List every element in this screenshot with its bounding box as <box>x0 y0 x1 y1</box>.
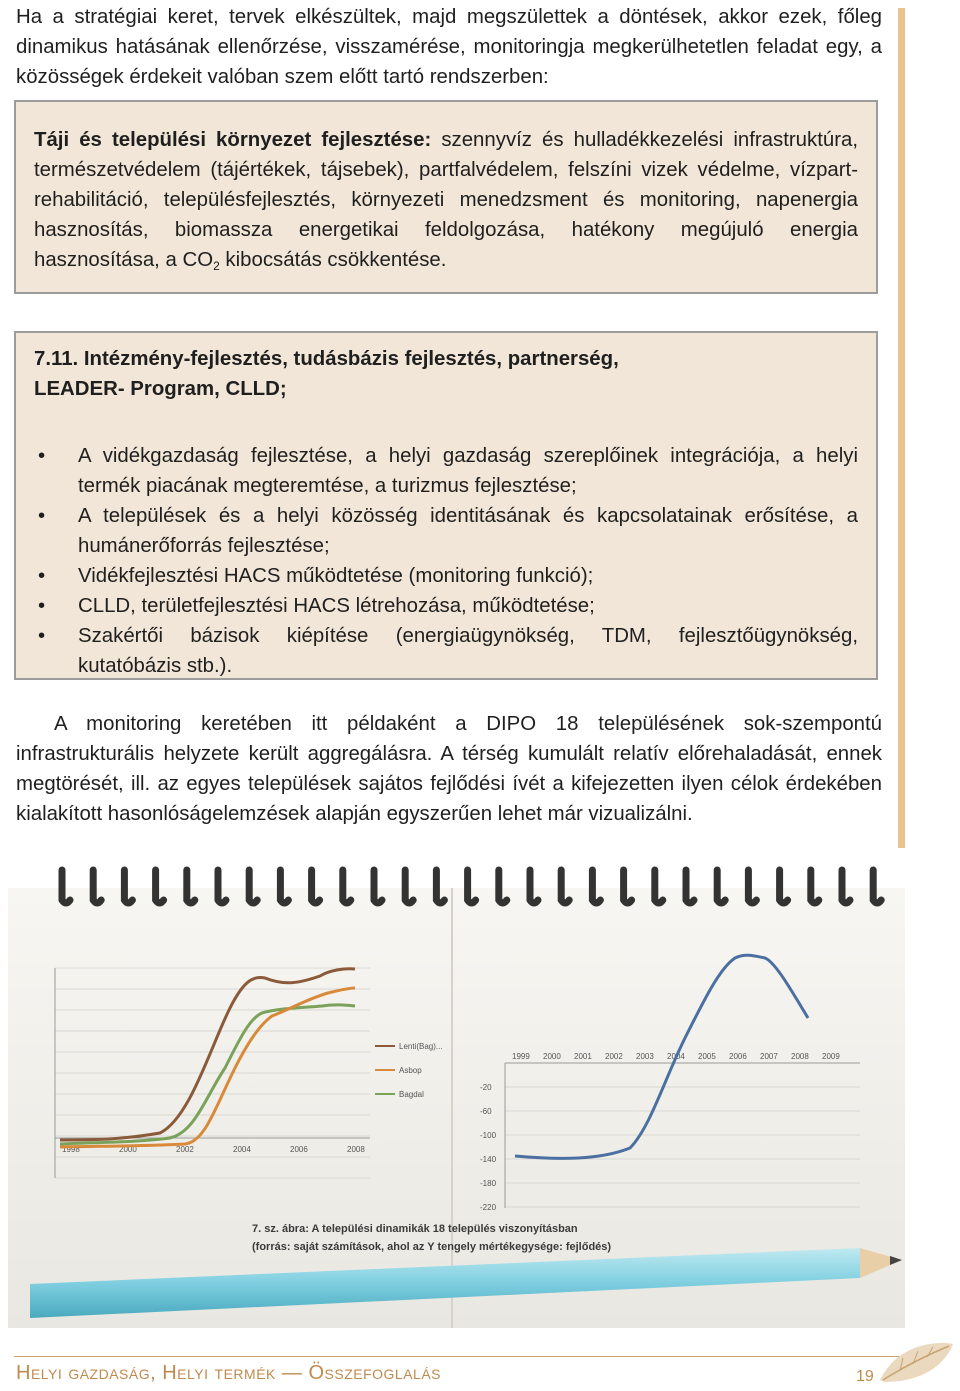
environment-tail: kibocsátás csökkentése. <box>219 249 447 271</box>
x-tick-label: 2006 <box>290 1145 308 1154</box>
section-heading <box>34 344 858 404</box>
outro-paragraph: A monitoring keretében itt példaként a DIPO 18 településének sok-szempontú infrastrukturális helyzete került aggregálásra. A térség kumulált relatív előrehaladását, ennek megtörését, ill. az egyes települések sajátos fejlődési ívét a kifejezetten ilyen célok érdekében kialakított hasonlóságelemzések alapján egyszerűen lehet már vizualizálni. <box>16 713 882 825</box>
x-tick-label: 1999 <box>512 1052 530 1061</box>
x-tick-label: 2001 <box>574 1052 592 1061</box>
list-item <box>34 441 858 501</box>
footer-divider <box>14 1356 944 1357</box>
x-tick-label: 1998 <box>62 1145 80 1154</box>
y-tick-label: -180 <box>480 1179 497 1188</box>
y-tick-label: -60 <box>480 1107 492 1116</box>
x-tick-label: 2004 <box>233 1145 251 1154</box>
bullet-list <box>34 441 858 681</box>
x-tick-label: 2008 <box>347 1145 365 1154</box>
intro-paragraph: Ha a stratégiai keret, tervek elkészültek, majd megszülettek a döntések, akkor ezek, főleg dinamikus hatásának ellenőrzése, visszamérése, monitoringja megkerülhetetlen feladat egy, a közösségek érdekeit valóban szem előtt tartó rendszerben: <box>16 6 882 88</box>
co2-subscript: 2 <box>213 259 220 273</box>
list-item <box>34 591 858 621</box>
x-tick-label: 2006 <box>729 1052 747 1061</box>
leaf-icon <box>875 1338 955 1386</box>
x-tick-label: 2004 <box>667 1052 685 1061</box>
x-tick-label: 2003 <box>636 1052 654 1061</box>
list-item-text: A települések és a helyi közösség identitásának és kapcsolatainak erősítése, a humánerőforrás fejlesztése; <box>78 505 858 557</box>
list-item-text: Szakértői bázisok kiépítése (energiaügynökség, TDM, fejlesztőügynökség, kutatóbázis stb.). <box>78 625 858 677</box>
list-item-text: CLLD, területfejlesztési HACS létrehozása, működtetése; <box>78 595 595 617</box>
figure-caption-line1: 7. sz. ábra: A települési dinamikák 18 település viszonyításban <box>252 1223 578 1235</box>
institution-box <box>14 331 878 680</box>
list-item <box>34 561 858 591</box>
environment-box <box>14 100 878 294</box>
footer-title: Helyi gazdaság, Helyi termék — Összefoglalás <box>16 1362 442 1384</box>
list-item <box>34 621 858 681</box>
bullet-icon: • <box>38 565 46 587</box>
section-heading-line2: LEADER- Program, CLLD; <box>34 378 287 400</box>
environment-heading: Táji és települési környezet fejlesztése: <box>34 129 432 151</box>
list-item-text: Vidékfejlesztési HACS működtetése (monitoring funkció); <box>78 565 594 587</box>
x-tick-label: 2007 <box>760 1052 778 1061</box>
x-tick-label: 2005 <box>698 1052 716 1061</box>
notebook-photo <box>0 848 905 1333</box>
bullet-icon: • <box>38 595 46 617</box>
list-item <box>34 501 858 561</box>
environment-body: szennyvíz és hulladékkezelési infrastruktúra, természetvédelem (tájértékek, tájsebek), partfalvédelem, felszíni vizek védelme, vízpart-rehabilitáció, településfejlesztés, környezeti menedzsment és monitoring, napenergia hasznosítás, biomassza energetikai feldolgozása, hatékony megújuló energia hasznosítása, a CO <box>34 129 859 271</box>
bullet-icon: • <box>38 445 46 467</box>
y-tick-label: -20 <box>480 1083 492 1092</box>
bullet-icon: • <box>38 625 46 647</box>
bullet-icon: • <box>38 505 46 527</box>
x-tick-label: 2002 <box>176 1145 194 1154</box>
y-tick-label: -220 <box>480 1203 497 1212</box>
y-tick-label: -140 <box>480 1155 497 1164</box>
legend-label: Lenti(Bag)... <box>399 1042 443 1051</box>
x-tick-label: 2009 <box>822 1052 840 1061</box>
list-item-text: A vidékgazdaság fejlesztése, a helyi gazdaság szereplőinek integrációja, a helyi termék piacának megteremtése, a turizmus fejlesztése; <box>78 445 858 497</box>
x-tick-label: 2002 <box>605 1052 623 1061</box>
x-tick-label: 2000 <box>543 1052 561 1061</box>
y-tick-label: -100 <box>480 1131 497 1140</box>
figure-caption-line2: (forrás: saját számítások, ahol az Y tengely mértékegysége: fejlődés) <box>252 1241 612 1253</box>
legend-label: Asbop <box>399 1066 422 1075</box>
x-tick-label: 2008 <box>791 1052 809 1061</box>
page-number: 19 <box>856 1368 874 1385</box>
x-tick-label: 2000 <box>119 1145 137 1154</box>
legend-label: Bagdal <box>399 1090 424 1099</box>
environment-text <box>34 125 858 275</box>
section-heading-line1: 7.11. Intézmény-fejlesztés, tudásbázis fejlesztés, partnerség, <box>34 348 619 370</box>
